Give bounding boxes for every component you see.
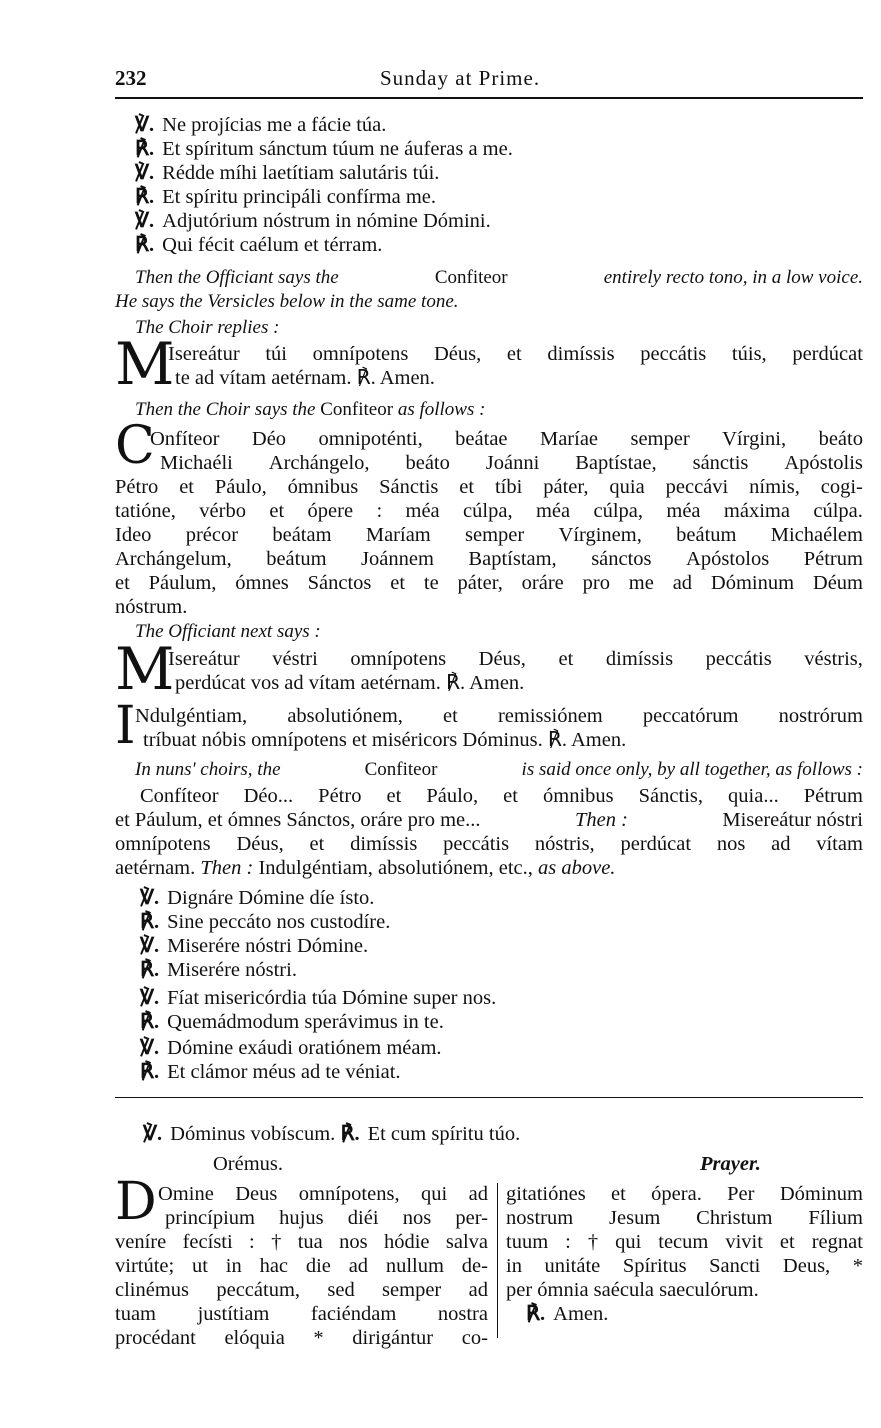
text-line: perdúcat vos ad vítam aetérnam. ℟. Amen.	[175, 672, 525, 694]
text-line: et Páulum, et ómnes Sánctos, oráre pro me... Then : Misereátur nóstri	[115, 809, 863, 831]
text-line: virtúte; ut in hac die ad nullum de-	[115, 1255, 488, 1277]
text-line: tuum : † qui tecum vivit et regnat	[506, 1231, 863, 1253]
text-line: Ideo précor beátam Maríam semper Vírginem, beátum Michaélem	[115, 524, 863, 546]
text-line: nóstrum.	[115, 596, 188, 618]
text-line: nostrum Jesum Christum Fílium	[506, 1207, 863, 1229]
header-rule	[115, 97, 863, 99]
verse-line: ℣. Dóminus vobíscum. ℟. Et cum spíritu túo.	[143, 1123, 521, 1145]
drop-cap: I	[115, 696, 136, 756]
column-divider	[497, 1183, 498, 1338]
text-line: Pétro et Páulo, ómnibus Sánctis et tíbi páter, quia peccávi nímis, cogi-	[115, 476, 863, 498]
drop-cap: C	[115, 416, 155, 476]
verse-line: ℟. Qui fécit caélum et térram.	[135, 234, 383, 256]
text-line: Onfíteor Déo omnipoténti, beátae Maríae semper Vírgini, beáto	[150, 428, 863, 450]
rubric: He says the Versicles below in the same tone.	[115, 291, 459, 312]
rubric: Then the Choir says the Confiteor as follows :	[135, 399, 486, 420]
text-line: Omine Deus omnípotens, qui ad	[158, 1183, 488, 1205]
rubric: The Officiant next says :	[135, 621, 321, 642]
prayer-label: Prayer.	[700, 1153, 761, 1175]
text-line: Michaéli Archángelo, beáto Joánni Baptístae, sánctis Apóstolis	[160, 452, 863, 474]
text-line: tuam justítiam faciéndam nostra	[115, 1303, 488, 1325]
rubric: The Choir replies :	[135, 317, 280, 338]
text-line: in unitáte Spíritus Sancti Deus, *	[506, 1255, 863, 1277]
text-line: gitatiónes et ópera. Per Dóminum	[506, 1183, 863, 1205]
rubric: Then the Officiant says the Confiteor entirely recto tono, in a low voice.	[135, 267, 863, 288]
rubric: In nuns' choirs, the Confiteor is said once only, by all together, as follows :	[135, 759, 863, 780]
page-number: 232	[115, 66, 147, 90]
text-line: princípium hujus diéi nos per-	[165, 1207, 488, 1229]
amen-line: ℟. Amen.	[526, 1303, 609, 1325]
text-line: procédant elóquia * dirigántur co-	[115, 1327, 488, 1349]
text-line: aetérnam. Then : Indulgéntiam, absolutiónem, etc., as above.	[115, 857, 616, 879]
verse-line: ℣. Adjutórium nóstrum in nómine Dómini.	[135, 210, 491, 232]
drop-cap: M	[115, 330, 175, 398]
drop-cap: D	[115, 1172, 157, 1232]
text-line: Ndulgéntiam, absolutiónem, et remissiónem peccatórum nostrórum	[135, 705, 863, 727]
verse-line: ℣. Fíat misericórdia túa Dómine super nos.	[140, 987, 497, 1009]
text-line: per ómnia saécula saeculórum.	[506, 1279, 759, 1301]
drop-cap: M	[115, 635, 175, 703]
verse-line: ℣. Miserére nóstri Dómine.	[140, 935, 369, 957]
verse-line: ℟. Sine peccáto nos custodíre.	[140, 911, 391, 933]
text-line: Isereátur túi omnípotens Déus, et dimíssis peccátis túis, perdúcat	[168, 343, 863, 365]
verse-line: ℟. Et spíritu principáli confírma me.	[135, 186, 436, 208]
text-line: clinémus peccátum, sed semper ad	[115, 1279, 488, 1301]
text-line: veníre fecísti : † tua nos hódie salva	[115, 1231, 488, 1253]
text-line: tríbuat nóbis omnípotens et miséricors Dóminus. ℟. Amen.	[143, 729, 627, 751]
oremus: Orémus.	[213, 1153, 284, 1175]
verse-line: ℟. Et clámor méus ad te véniat.	[140, 1061, 401, 1083]
text-line: te ad vítam aetérnam. ℟. Amen.	[175, 367, 435, 389]
verse-line: ℟. Miserére nóstri.	[140, 959, 297, 981]
text-line: omnípotens Déus, et dimíssis peccátis nóstris, perdúcat nos ad vítam	[115, 833, 863, 855]
text-line: Confíteor Déo... Pétro et Páulo, et ómnibus Sánctis, quia... Pétrum	[140, 785, 863, 807]
verse-line: ℟. Quemádmodum sperávimus in te.	[140, 1011, 444, 1033]
verse-line: ℣. Dómine exáudi oratiónem méam.	[140, 1037, 442, 1059]
verse-line: ℣. Ne projícias me a fácie túa.	[135, 114, 387, 136]
verse-line: ℟. Et spíritum sánctum túum ne áuferas a me.	[135, 138, 513, 160]
verse-line: ℣. Dignáre Dómine díe ísto.	[140, 887, 375, 909]
text-line: et Páulum, ómnes Sánctos et te páter, oráre pro me ad Dóminum Déum	[115, 572, 863, 594]
page-header	[115, 66, 863, 96]
verse-line: ℣. Rédde míhi laetítiam salutáris túi.	[135, 162, 440, 184]
section-rule	[115, 1097, 863, 1098]
text-line: Archángelum, beátum Joánnem Baptístam, sánctos Apóstolos Pétrum	[115, 548, 863, 570]
text-line: tatióne, vérbo et ópere : méa cúlpa, méa cúlpa, méa máxima cúlpa.	[115, 500, 863, 522]
page-title: Sunday at Prime.	[380, 66, 541, 90]
text-line: Isereátur véstri omnípotens Déus, et dimíssis peccátis véstris,	[168, 648, 863, 670]
